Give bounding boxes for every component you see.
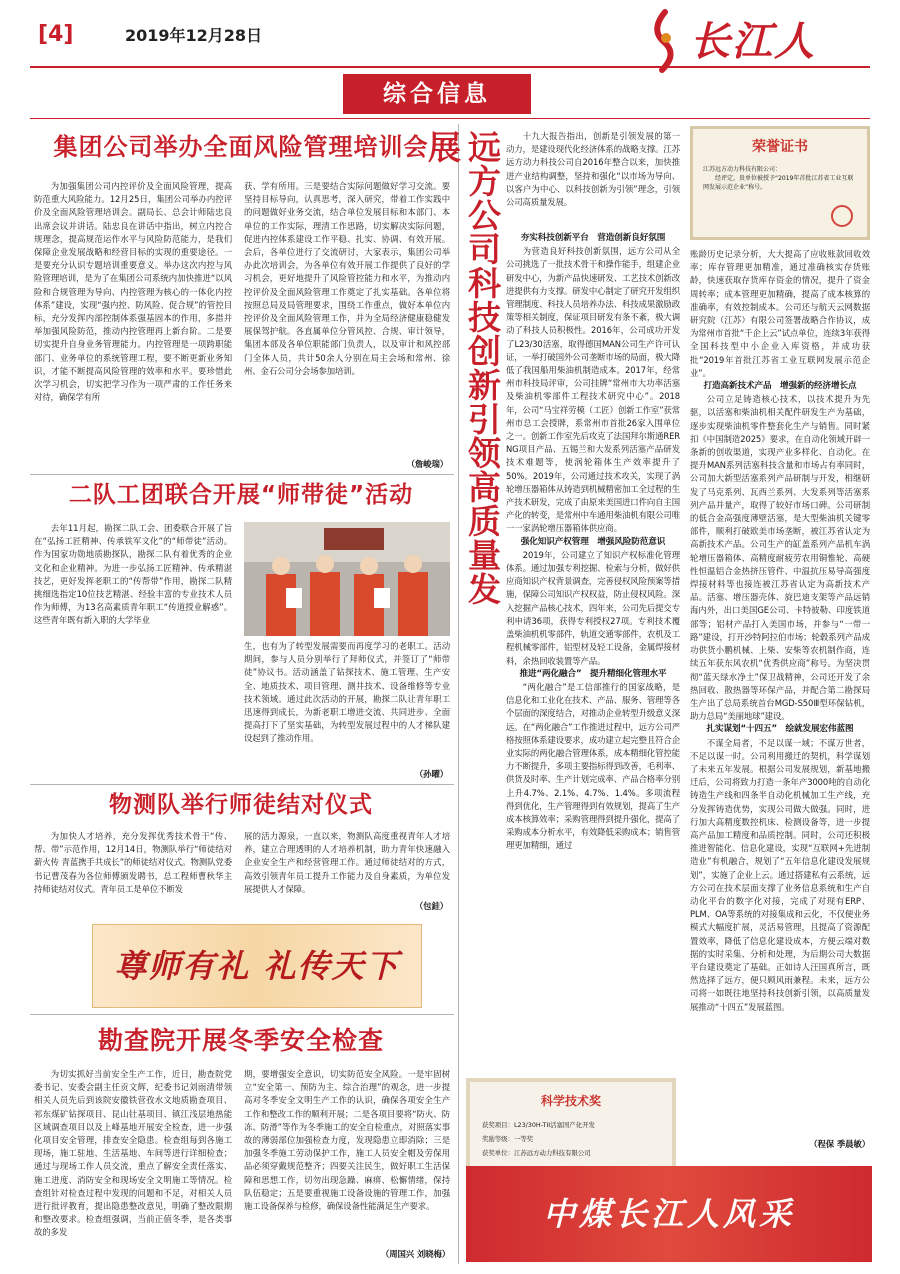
article1-headline: 集团公司举办全面风险管理培训会 bbox=[53, 133, 429, 161]
article5-subhead4: 打造高新技术产品 增强新的经济增长点 bbox=[703, 381, 857, 392]
award-line2: 奖励等级：一等奖 bbox=[482, 1135, 534, 1143]
article-divider bbox=[30, 784, 454, 785]
article4-credit: （周国兴 刘晓梅） bbox=[380, 1249, 450, 1259]
masthead-logo-icon bbox=[640, 8, 690, 74]
article4-body-col2 bbox=[244, 1068, 450, 1248]
award-line3: 获奖单位：江苏远方动力科技有限公司 bbox=[482, 1149, 591, 1157]
article-divider bbox=[30, 474, 454, 475]
article5-text-1c: 2019年，公司建立了知识产权标准化管理体系。通过加强专利挖掘、检索与分析，做好供应商知识产权背景调查，完善侵权风险预案等措施，保障公司知识产权权益，防止侵权风险。深入挖掘产品核心技术，四年来，公司先后提交专利申请36项，获得专利授权27项。专利技术覆盖柴油机机零部件，轨道交通零部件，农机及工程机械零部件，铝型材及轻工设备，金属焊接材料，余热回收装置等产品。 bbox=[506, 549, 680, 666]
article1-credit: （詹峻瑞） bbox=[406, 459, 448, 469]
article5-text-1b: 为营造良好科技创新氛围，远方公司从全公司挑选了一批技术骨干和操作能手，组建企业研发中心，为新产品快速研发、工艺技术创新改进提供有力支撑。研发中心制定了研究开发组织管理制度、科技人员培养办法、科技成果激励政策等相关制度，保证项目研发有条不紊，极大调动了科技人员积极性。2016年，公司成功开发了L23/30活塞，取得德国MAN公司生产许可认证，一举打破国外公司垄断市场的局面，极大降低了我国船用柴油机制造成本。2017年，经常州市科技局评审，公司挂牌“常州市大功率活塞及柴油机零部件工程技术研究中心”。2018年，公司“马宝祥劳模（工匠）创新工作室”获常州市总工会授牌，系常州市首批26家入围单位之一。创新工作室先后攻克了法国拜尔斯通RER NG项目产品、五锡兰和大发系列活塞产品研发技术难题等，使涡轮箱体生产效率提升了50%。2019年，公司通过技术攻关，实现了涡轮增压器箱体从铸造到机械精密加工全过程的生产技术研发，完成了由原来美国进口件向自主国产化的转变，是常州中车通用柴油机有限公司唯一一家涡轮增压器箱体供应商。 bbox=[506, 246, 680, 534]
article1-text-col1: 为加强集团公司内控评价及全面风险管理，提高防范重大风险能力。12月25日，集团公司举办内控评价及全面风险管理培训会。副局长、总会计师陆忠良出席会议并讲话。陆忠良在讲话中指出，树立内控合规理念，提高规范运作水平与风险防范能力，是我们保障企业发展战略和经营目标的实现的重要途径。一是要充分认识专题培训重要意义。举办这次内控与风险管理培训，是为了在集团公司系统内加快推进“以风险和合规管理为导向、内控管理为核心的一体化内控体系”建设，实现“强内控、防风险、促合规”的管控目标，充分发挥内部控制体系强基固本的作用，多措并举加强风险防范，推动内控管理再上新台阶。二是要切实提升自身业务管理能力。内控管理是一项跨职能部门、业务单位的系统管理工程，要不断更新业务知识，才能不断提高风险管理的效率和水平。要珍惜此次学习机会，切实把学习作为一项严肃的工作任务来对待，确保学有所 bbox=[34, 181, 232, 403]
article2-text-col2: 生，也有为了转型发展需要而再度学习的老职工。活动期间，参与人员分别举行了拜师仪式，并签订了“师带徒”协议书。活动涵盖了钻探技术、施工管理、生产安全、地质技术、项目管理、测井技术、设备维修等专业技术领域。通过此次活动的开展，勘探二队让青年职工迅速得到成长，为新老职工增进交流、共同进步、全面提高打下了坚实基础，为转型发展过程中的人才梯队建设起到了推动作用。 bbox=[244, 641, 450, 744]
article4-text-col1: 为切实抓好当前安全生产工作，近日，勘查院党委书记、安委会副主任贡文辉，纪委书记刘雨清带领相关人员先后到该院安徽铁营孜水文地质勘查项目、祁东煤矿钻探项目、昆山钍基项目、镇江浅层地热能区域调查项目以及上峰基地开展安全检查，进一步强化项目安全管理，排查安全隐患。检查组每到各施工现场，施工驻地、生活基地、车间等进行详细检查；通过与现场工作人员交流，重点了解安全责任落实、施工进度、消防安全和现场安全文明施工等情况。检查组针对检查过程中发现的问题和不足，对相关人员进行批评教育，提出隐患整改意见，明确了整改限期和整改要求。检查组强调，当前正值冬季，是各类事故的多发 bbox=[34, 1069, 232, 1238]
calligraphy-banner-text: 尊师有礼 礼传天下 bbox=[114, 947, 400, 985]
article5-subhead2: 强化知识产权管理 增强风险防范意识 bbox=[520, 536, 666, 547]
column-divider bbox=[458, 124, 459, 1264]
article5-subhead1: 夯实科技创新平台 营造创新良好氛围 bbox=[520, 233, 666, 243]
certificate-line2: 经评定，贵单位被授予“2019年首批江苏省工业互联网发展示范企业”称号。 bbox=[703, 175, 854, 191]
article2-headline: 二队工团联合开展“师带徒”活动 bbox=[68, 482, 414, 508]
article3-text-col1: 为加快人才培养，充分发挥优秀技术骨干“传、帮、带”示范作用，12月14日，物测队举行“师徒结对薪火传 青蓝携手共成长”的师徒结对仪式。物测队党委书记曹茂春为各位师傅颁发聘书，总工程师曹秋华主持师徒结对仪式。青年员工是单位不断发 bbox=[34, 831, 232, 894]
article-divider bbox=[30, 1014, 454, 1015]
honor-certificate bbox=[690, 126, 870, 240]
page-number-value: 4 bbox=[48, 22, 64, 47]
certificate-line1: 江苏远方动力科技有限公司： bbox=[703, 166, 782, 173]
article5-credit: （程保 季晨敏） bbox=[809, 1139, 870, 1149]
article3-credit: （包銈） bbox=[414, 901, 448, 911]
article2-body-col2 bbox=[244, 640, 450, 780]
article5-text-2b: 公司立足铸造核心技术，以技术提升为先驱，以活塞和柴油机相关配件研发生产为基础，逐步实现柴油机零件整套化生产与销售。同时紧扣《中国制造2025》要求，在自动化领域开辟一条新的创收渠道，实现产业多样化、自动化。在提升MAN系列活塞科技含量和市场占有率同时，公司加大新型活塞系列产品研制与开发，相继研发了马克系列、瓦西兰系列、大发系列等活塞系列产品并量产，取得了较好市场口碑。公司研制的低合金高强度薄壁活塞，是大型柴油机关键零部件，顺利打破欧美市场垄断，被江苏省认定为高新技术产品。公司生产的缸盖系列产品机车涡轮增压器箱体、高精度耐疲劳农用铜惟轮、高硬性恒温铝合金热挤压管件、中温抗压易导高强度焊接材料等也接连被江苏省认定为高新技术产品。活塞、增压器壳体、旋巴迪支架等产品远销海内外，出口美国GE公司、卡特彼勒、印度铁道部等；铝材产品打入美国市场，并参与“一带一路”建设，打开沙特阿拉伯市场；轮毂系列产品成功供货小鹏机械、上柴、安柴等农机制作商，连续五年获东风农机“优秀供应商”称号。为坚决贯彻“蓝天绿水净土”保卫战精神，公司还开发了余热回收、散热器等环保产品，并配合第二勘探局生产出了总局系统首台MGD-S50Ⅲ型环保钻机，助力总局“美丽地球”建设。 bbox=[690, 394, 870, 722]
article3-body-col1 bbox=[34, 830, 232, 914]
article3-headline: 物测队举行师徒结对仪式 bbox=[109, 792, 373, 818]
article2-body-col1 bbox=[34, 522, 232, 778]
footer-banner-text: 中煤长江人风采 bbox=[542, 1195, 795, 1233]
article5-text-intro: 十九大报告指出，创新是引领发展的第一动力，是建设现代化经济体系的战略支撑。江苏远方动力科技公司自2016年整合以来，加快推进产业结构调整，坚持和强化“以市场为导向、以客户为中心、以科技创新为引领”理念，引领公司高质量发展。 bbox=[506, 131, 680, 208]
article5-col1-top bbox=[506, 130, 680, 228]
article4-headline: 勘查院开展冬季安全检查 bbox=[97, 1026, 384, 1055]
article2-text-col1: 去年11月起，勘探二队工会、团委联合开展了旨在“弘扬工匠精神、传承铁军文化”的“师带徒”活动。作为国家功勋地质勘探队，勘探二队有着优秀的企业文化和企业精神。为进一步弘扬工匠精神、传承精湛技艺，更好发挥老职工的“传帮带”作用，勘探二队精挑细选指定10位技艺精湛、经验丰富的专业技术人员作为师傅，为13名高素质青年职工“传道授业解惑”。这些青年既有新入职的大学毕业 bbox=[34, 523, 232, 626]
article5-text-1d: “两化融合”是工信部推行的国家战略，是信息化和工业化在技术、产品、服务、管理等各个层面的深度结合，对推动企业转型升级意义深远。在“两化融合”工作推进过程中，远方公司严格按照体系建设要求，成功建立起完整且符合企业实际的两化融合管理体系，成本精细化管控能力不断提升，多项主要指标得到改善，毛利率、供货及时率、生产计划完成率、产品合格率分别上升4.7%、2.1%、4.7%、1.4%。多项流程得到优化，生产管理得到有效规划，提高了生产成本核算效率；采购管理得到提升强化，提高了采购成本分析水平，有效降低采购成本；销售管理更加精细，通过 bbox=[506, 681, 680, 851]
masthead-logo bbox=[640, 8, 870, 74]
page-number: [4] bbox=[38, 22, 74, 47]
article5-text-2a: 账龄历史记录分析，大大提高了应收账款回收效率；库存管理更加精准，通过准确核实存货账龄，快速获取存货库存资金的情况，提升了资金周转率；成本管理更加精确，提高了成本核算的准确率，有效控制成本。公司还与航天云网数据研究院（江苏）有限公司签署战略合作协议，成为常州市首批“千企上云”试点单位，连续3年获得全国科技型中小企业入库资格，并成功获批“2019年首批江苏省工业互联网发展示范企业”。 bbox=[690, 249, 870, 378]
article5-text-2c: 不谋全局者，不足以谋一域；不谋万世者，不足以谋一时。公司利用搬迁的契机，科学谋划了未来五年发展。根据公司发展规划，新基地搬迁后，公司将致力打造一条年产3000吨的自动化铸造生产线和四条半自动化机械加工生产线，充分发挥铸造优势，实现公司做大做强。同时，进行加大高精度数控机床、检测设备等，进一步提高产品加工精度和品质控制。同时，公司还积极推进智能化、信息化建设，实现“互联网+先进制造业”有机融合，规划了“五年信息化建设发展规划”，实施了企业上云。通过搭建私有云系统，远方公司在技术层面支撑了业务信息系统和生产自动化平台的数字化对接，完成了对现有ERP、PLM、OA等系统的对接集成和云化，不仅便业务模式大幅度扩展，灵活易管理，且提高了资源配置效率，降低了信息化建设成本，方便云端对数据的实时采集、分析和处理，为后期公司大数据平台建设奠定了基础。正如诗人汪国真所言，既然选择了远方，便只顾风雨兼程。未来，远方公司将一如既往地坚持科技创新引领，以高质量发展推动“十四五”发展蓝图。 bbox=[690, 737, 870, 1012]
article5-vertical-headline: 远方公司科技创新引领高质量发展 bbox=[423, 130, 502, 606]
article1-body-col2 bbox=[244, 180, 450, 470]
article2-credit: （孙曜） bbox=[414, 769, 448, 779]
section-title: 综合信息 bbox=[383, 81, 491, 107]
article1-text-col2: 获、学有所用。三是要结合实际问题做好学习交流。要坚持目标导向，认真思考，深入研究，带着工作实践中的问题做好业务交流，结合单位发展目标和本部门、本单位的工作实际，理清工作思路，切实解决实际问题，促进内控体系建设工作平稳、扎实、协调、有效开展。会后，各单位进行了交流研讨，大家表示，集团公司举办此次培训会，为各单位有效开展工作提供了良好的学习机会，更好地提升了风险管控能力和水平，为推动内控评价及全面风险管理工作奠定了扎实基础。各单位将按照总局及局管理要求，围绕工作重点，做好本单位内控评价及全面风险管理工作，并为全局经济健康稳健发展保驾护航。各直属单位分管风控、合规、审计领导，集团本部及各单位职能部门负责人，以及审计和风控部门全体人员，共计50余人分别在局主会场和常州、徐州、金石公司分会场参加培训。 bbox=[244, 181, 450, 376]
award-line1: 获奖项目：L23/30H-TII活塞国产化开发 bbox=[482, 1121, 595, 1129]
award-title: 科学技术奖 bbox=[540, 1094, 601, 1108]
article5-subhead3: 推进“两化融合” 提升精细化管理水平 bbox=[519, 668, 667, 679]
mentorship-photo bbox=[244, 522, 450, 636]
article4-body-col1 bbox=[34, 1068, 232, 1262]
certificate-title: 荣誉证书 bbox=[752, 139, 808, 155]
article1-body-col1 bbox=[34, 180, 232, 470]
mentorship-photo-image bbox=[244, 522, 450, 636]
article4-text-col2: 期，要增强安全意识，切实防范安全风险。一是牢固树立“安全第一、预防为主、综合治理”的观念，进一步提高对冬季安全文明生产工作的认识，确保各项安全生产工作和整改工作的顺利开展；二是各项目要将“防火、防冻、防滑”等作为冬季施工的安全自检重点，对照落实事故的薄弱部位加强检查力度，发现隐患立即消除；三是加强冬季施工劳动保护工作，施工人员安全帽及劳保用品必须穿戴规范整齐；四要关注民生，做好职工生活保障和思想工作，切勿出现急躁、麻痹、松懈情绪，保持队伍稳定；五是要重视施工设备设施的管理工作，加强施工设备保养与检修，确保设备性能满足生产要求。 bbox=[244, 1069, 450, 1212]
article5-col2-body bbox=[690, 248, 870, 1136]
article3-text-col2: 展的活力源泉，一直以来，物测队高度重视青年人才培养，建立合理透明的人才培养机制，助力青年快速融入企业安全生产和经营管理工作。通过师徒结对的方式，高效引领青年员工提升工作能力及自身素质，为单位发展提供人才保障。 bbox=[244, 831, 450, 894]
header-rule-thin bbox=[30, 118, 870, 119]
header-rule bbox=[30, 66, 870, 68]
issue-date: 2019年12月28日 bbox=[125, 26, 263, 45]
article5-subhead5: 扎实谋划“十四五” 绘就发展宏伟蓝图 bbox=[706, 724, 854, 735]
masthead-title: 长江人 bbox=[690, 18, 816, 65]
certificate-seal bbox=[831, 205, 853, 227]
